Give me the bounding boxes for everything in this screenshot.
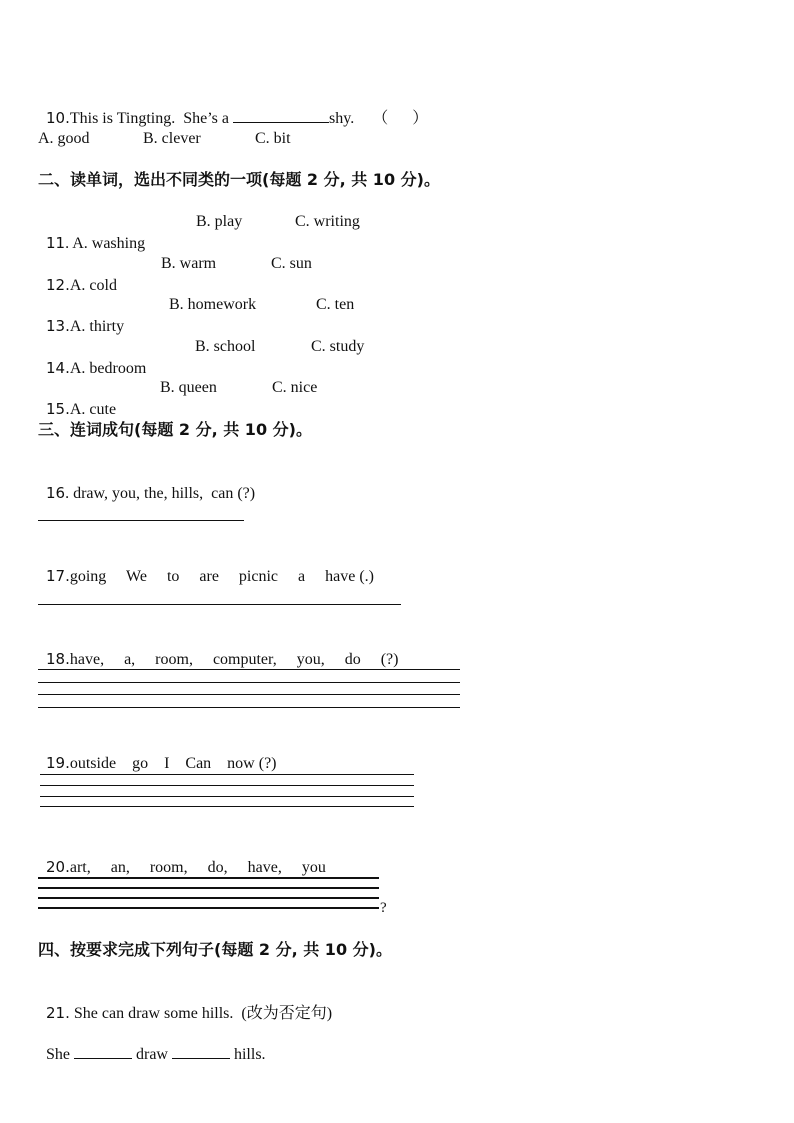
- question-number: 13.: [46, 317, 70, 335]
- question-text: going We to are picnic a have (.): [69, 568, 374, 585]
- question-text: This is Tingting. She’s a: [69, 110, 234, 127]
- question-text: shy.: [329, 110, 355, 127]
- option: B. school: [195, 338, 256, 355]
- question-number: 19.: [46, 754, 70, 772]
- question-16: [38, 463, 255, 504]
- answer-blank[interactable]: [74, 1044, 132, 1059]
- option: B. clever: [143, 130, 201, 147]
- section-3-title: 三、连词成句(每题 2 分, 共 10 分)。: [38, 420, 312, 439]
- answer-line[interactable]: [38, 907, 379, 909]
- question-14: [38, 338, 146, 379]
- question-number: 18.: [46, 650, 70, 668]
- question-11: [38, 213, 145, 254]
- option: B. homework: [169, 296, 257, 313]
- question-13: [38, 296, 124, 337]
- answer-line[interactable]: [38, 520, 244, 521]
- answer-line[interactable]: [38, 669, 460, 670]
- question-10: [38, 88, 428, 129]
- question-19: [38, 733, 277, 774]
- option: C. writing: [295, 213, 360, 230]
- answer-line[interactable]: [40, 806, 414, 807]
- option: C. bit: [255, 130, 291, 147]
- question-number: 12.: [46, 276, 70, 294]
- answer-line[interactable]: [38, 897, 379, 899]
- answer-line[interactable]: [38, 887, 379, 889]
- question-21: [38, 983, 332, 1024]
- answer-line[interactable]: [38, 877, 379, 879]
- question-number: 16: [46, 484, 66, 502]
- question-text: She can draw some hills. (改为否定句): [69, 1005, 333, 1022]
- option: A. good: [38, 130, 90, 147]
- question-text: art, an, room, do, have, you: [69, 859, 326, 876]
- answer-line[interactable]: [38, 604, 401, 605]
- question-text: outside go I Can now (?): [69, 755, 277, 772]
- option: A. thirty: [69, 318, 125, 335]
- option: B. play: [196, 213, 243, 230]
- option: C. nice: [272, 379, 318, 396]
- answer-text: hills.: [229, 1046, 266, 1063]
- option: B. queen: [160, 379, 217, 396]
- question-number: 17.: [46, 567, 70, 585]
- option: A. cute: [69, 401, 117, 418]
- question-15: [38, 379, 116, 420]
- option: C. study: [311, 338, 365, 355]
- question-17: [38, 546, 374, 587]
- answer-line[interactable]: [40, 774, 414, 775]
- option: C. sun: [271, 255, 312, 272]
- option: . A. washing: [65, 235, 146, 252]
- question-mark: ?: [380, 900, 387, 916]
- answer-line[interactable]: [40, 785, 414, 786]
- option: C. ten: [316, 296, 355, 313]
- section-2-title: 二、读单词，选出不同类的一项(每题 2 分, 共 10 分)。: [38, 170, 440, 189]
- question-20: [38, 837, 326, 878]
- question-number: 14.: [46, 359, 70, 377]
- option: B. warm: [161, 255, 217, 272]
- question-21-answer: [38, 1024, 266, 1065]
- answer-paren[interactable]: （ ）: [372, 110, 429, 127]
- answer-blank[interactable]: [233, 108, 329, 123]
- answer-line[interactable]: [40, 796, 414, 797]
- question-number: 10.: [46, 109, 70, 127]
- answer-text: draw: [132, 1046, 172, 1063]
- answer-text: She: [46, 1046, 74, 1063]
- option: A. bedroom: [69, 360, 147, 377]
- question-number: 21.: [46, 1004, 70, 1022]
- question-12: [38, 255, 117, 296]
- answer-line[interactable]: [38, 694, 460, 695]
- answer-line[interactable]: [38, 682, 460, 683]
- question-number: 20.: [46, 858, 70, 876]
- option: A. cold: [69, 277, 117, 294]
- question-number: 11: [46, 234, 66, 252]
- answer-blank[interactable]: [172, 1044, 230, 1059]
- section-4-title: 四、按要求完成下列句子(每题 2 分, 共 10 分)。: [38, 940, 392, 959]
- question-text: . draw, you, the, hills, can (?): [65, 485, 256, 502]
- question-text: have, a, room, computer, you, do (?): [69, 651, 399, 668]
- question-18: [38, 629, 398, 670]
- answer-line[interactable]: [38, 707, 460, 708]
- question-number: 15.: [46, 400, 70, 418]
